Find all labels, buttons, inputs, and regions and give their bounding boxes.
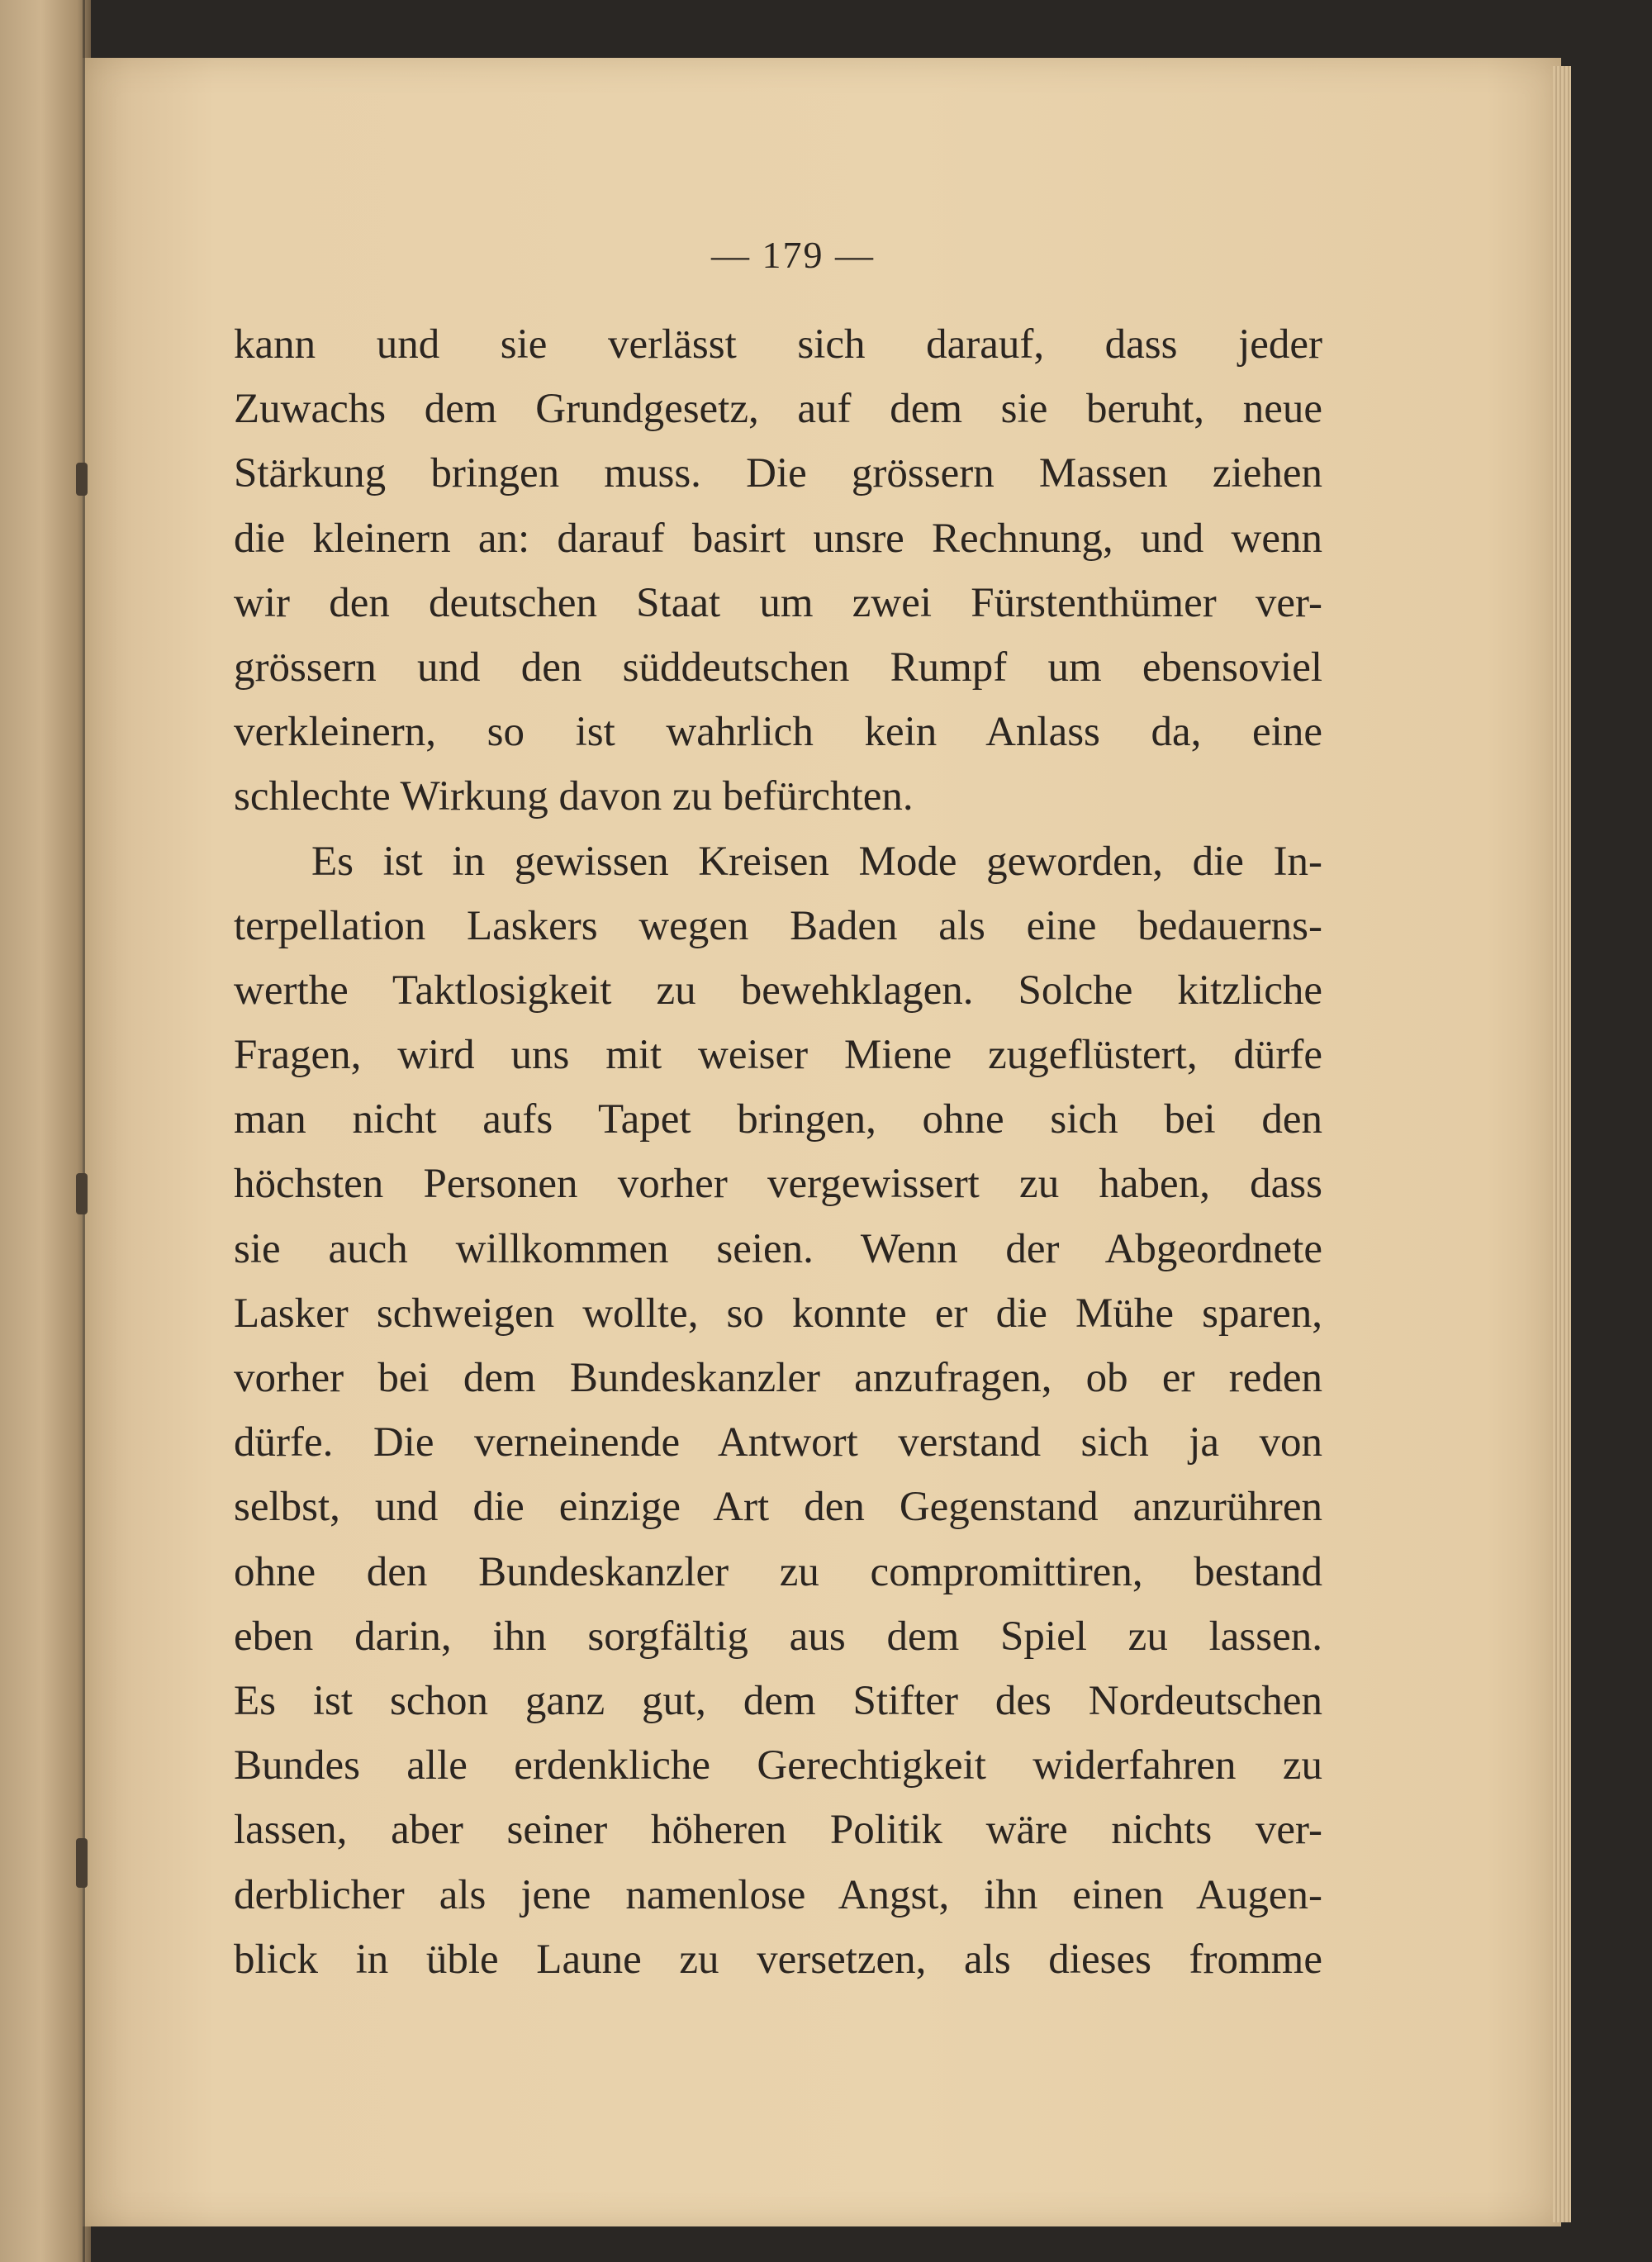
text-line: selbst, und die einzige Art den Gegenstand anzurühren: [234, 1484, 1322, 1531]
text-line: Stärkung bringen muss. Die grössern Massen ziehen: [234, 450, 1322, 497]
text-line: verkleinern, so ist wahrlich kein Anlass da, eine: [234, 709, 1322, 756]
page-stack-edge: [1553, 66, 1571, 2222]
binding-thread-mark: [76, 1173, 88, 1214]
binding-thread-mark: [76, 1838, 88, 1888]
text-line: derblicher als jene namenlose Angst, ihn einen Augen-: [234, 1871, 1322, 1918]
text-line: werthe Taktlosigkeit zu bewehklagen. Solche kitzliche: [234, 967, 1322, 1014]
text-line: man nicht aufs Tapet bringen, ohne sich bei den: [234, 1096, 1322, 1143]
text-line: lassen, aber seiner höheren Politik wäre nichts ver-: [234, 1807, 1322, 1854]
text-line: Lasker schweigen wollte, so konnte er die Mühe sparen,: [234, 1290, 1322, 1337]
body-text: [234, 312, 1322, 1992]
text-line: Zuwachs dem Grundgesetz, auf dem sie beruht, neue: [234, 386, 1322, 433]
text-line: die kleinern an: darauf basirt unsre Rechnung, und wenn: [234, 515, 1322, 562]
text-line: eben darin, ihn sorgfältig aus dem Spiel zu lassen.: [234, 1613, 1322, 1660]
text-line: kann und sie verlässt sich darauf, dass jeder: [234, 321, 1322, 368]
binding-thread-mark: [76, 463, 88, 496]
text-line: höchsten Personen vorher vergewissert zu haben, dass: [234, 1161, 1322, 1208]
text-line: Es ist in gewissen Kreisen Mode geworden, die In-: [311, 838, 1322, 885]
text-line: ohne den Bundeskanzler zu compromittiren, bestand: [234, 1548, 1322, 1595]
text-line: Fragen, wird uns mit weiser Miene zugeflüstert, dürfe: [234, 1032, 1322, 1079]
text-line: Es ist schon ganz gut, dem Stifter des Nordeutschen: [234, 1677, 1322, 1724]
text-line: wir den deutschen Staat um zwei Fürstenthümer ver-: [234, 579, 1322, 626]
text-line: vorher bei dem Bundeskanzler anzufragen, ob er reden: [234, 1355, 1322, 1401]
text-line: blick in üble Laune zu versetzen, als dieses fromme: [234, 1936, 1322, 1983]
text-line: schlechte Wirkung davon zu befürchten.: [234, 773, 914, 820]
binding-gutter: [83, 0, 85, 2262]
left-page-edge: [0, 0, 91, 2262]
text-line: sie auch willkommen seien. Wenn der Abgeordnete: [234, 1225, 1322, 1272]
page-number: — 179 —: [711, 234, 875, 276]
text-line: terpellation Laskers wegen Baden als eine bedauerns-: [234, 902, 1322, 949]
text-line: dürfe. Die verneinende Antwort verstand sich ja von: [234, 1419, 1322, 1466]
text-line: Bundes alle erdenkliche Gerechtigkeit widerfahren zu: [234, 1742, 1322, 1789]
text-line: grössern und den süddeutschen Rumpf um ebensoviel: [234, 644, 1322, 691]
